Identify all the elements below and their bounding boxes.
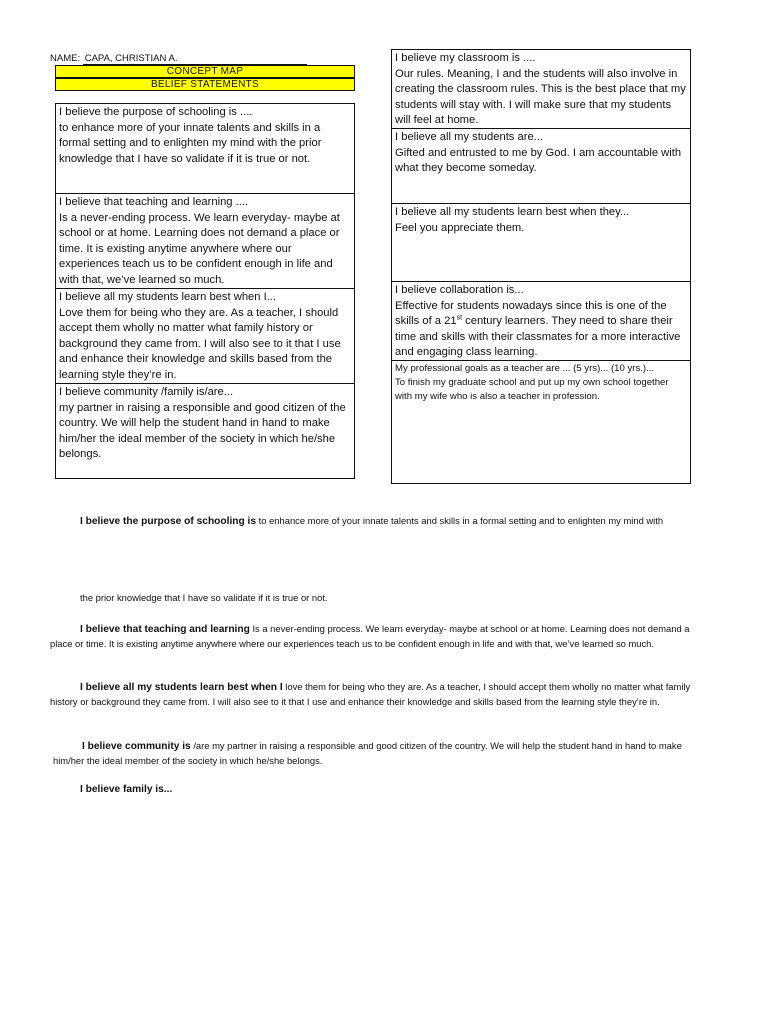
para-text: the prior knowledge that I have so validate if it is true or not. <box>80 592 328 603</box>
box-text: Feel you appreciate them. <box>395 221 525 234</box>
box-text: to enhance more of your innate talents and skills in a formal setting and to enlighten my mind with the prior knowledge that I have so validate if it is true or not. <box>59 121 322 165</box>
box-heading: My professional goals as a teacher are ... (5 yrs)... (10 yrs.)... <box>395 363 655 374</box>
belief-statements-banner: BELIEF STATEMENTS <box>55 78 355 91</box>
para-text: Is a never-ending process. We learn everyday- maybe at school or at home. Learning does not demand a place or time. It is existing anytime anywhere where our experiences teach us to be confident enough in life and with that, we’ve learned so much. <box>50 623 690 649</box>
box-text: Our rules. Meaning, I and the students will also involve in creating the classroom rules. This is the best place that my students will stay with. I will make sure that my students will feel at home. <box>395 67 686 127</box>
box-heading: I believe all my students learn best when they... <box>395 206 630 218</box>
box-text: Love them for being who they are. As a teacher, I should accept them wholly no matter what family history or background they came from. I will also see to it that I use and enhance their knowledge and skills based from the learning style they’re in. <box>59 306 341 381</box>
box-heading: I believe all my students are... <box>395 131 543 143</box>
box-heading: I believe all my students learn best when I... <box>59 291 277 303</box>
community-family-box <box>55 383 355 479</box>
box-text: To finish my graduate school and put up my own school together with my wife who is also a teacher in profession. <box>395 377 669 402</box>
box-heading: I believe that teaching and learning .... <box>59 196 249 208</box>
paragraph-schooling <box>80 514 720 529</box>
paragraph-community <box>53 739 703 768</box>
teaching-learning-box <box>55 193 355 289</box>
collaboration-box <box>391 281 691 361</box>
para-lead: I believe family is... <box>80 784 173 795</box>
para-lead: I believe that teaching and learning <box>80 624 250 635</box>
box-heading: I believe collaboration is... <box>395 284 524 296</box>
paragraph-family <box>80 782 480 797</box>
classroom-box <box>391 49 691 129</box>
paragraph-teaching <box>50 622 700 651</box>
name-label: NAME: <box>50 53 81 64</box>
box-text <box>395 299 687 361</box>
para-lead: I believe community is <box>82 741 191 752</box>
collab-text-b: century learners. They need to share their time and skills with their classmates for a more interactive and engaging class learning. <box>395 315 681 359</box>
para-text: to enhance more of your innate talents and skills in a formal setting and to enlighten my mind with <box>256 515 664 526</box>
name-value: CAPA, CHRISTIAN A. <box>83 53 307 65</box>
schooling-purpose-box <box>55 103 355 194</box>
box-heading: I believe community /family is/are... <box>59 386 234 398</box>
name-line <box>50 53 307 65</box>
students-are-box <box>391 128 691 204</box>
para-text: love them for being who they are. As a teacher, I should accept them wholly no matter what family history or background they came from. I will also see to it that I use and enhance their knowledge and skills based from the learning style they’re in. <box>50 681 691 707</box>
collab-text-a: Effective for students nowadays since this is one of the skills of a 21 <box>395 299 667 328</box>
box-heading: I believe my classroom is .... <box>395 52 536 64</box>
paragraph-learn-best <box>50 680 700 709</box>
para-lead: I believe the purpose of schooling is <box>80 516 257 527</box>
ordinal-suffix: st <box>456 314 463 322</box>
paragraph-schooling-cont <box>80 591 720 605</box>
concept-map-banner: CONCEPT MAP <box>55 65 355 78</box>
professional-goals-box <box>391 360 691 484</box>
para-lead: I believe all my students learn best when I <box>80 682 283 693</box>
box-text: my partner in raising a responsible and good citizen of the country. We will help the student hand in hand to make him/her the ideal member of the society in which he/she belongs. <box>59 401 346 461</box>
box-text: Gifted and entrusted to me by God. I am accountable with what they become someday. <box>395 146 682 175</box>
box-text: Is a never-ending process. We learn everyday- maybe at school or at home. Learning does not demand a place or time. It is existing anytime anywhere where our experiences teach us to be confident enough in life and with that, we’ve learned so much. <box>59 211 340 286</box>
learn-best-when-i-box <box>55 288 355 384</box>
learn-best-when-they-box <box>391 203 691 282</box>
para-text: /are my partner in raising a responsible and good citizen of the country. We will help the student hand in hand to make him/her the ideal member of the society in which he/she belongs. <box>53 740 682 766</box>
box-heading: I believe the purpose of schooling is .... <box>59 106 253 118</box>
